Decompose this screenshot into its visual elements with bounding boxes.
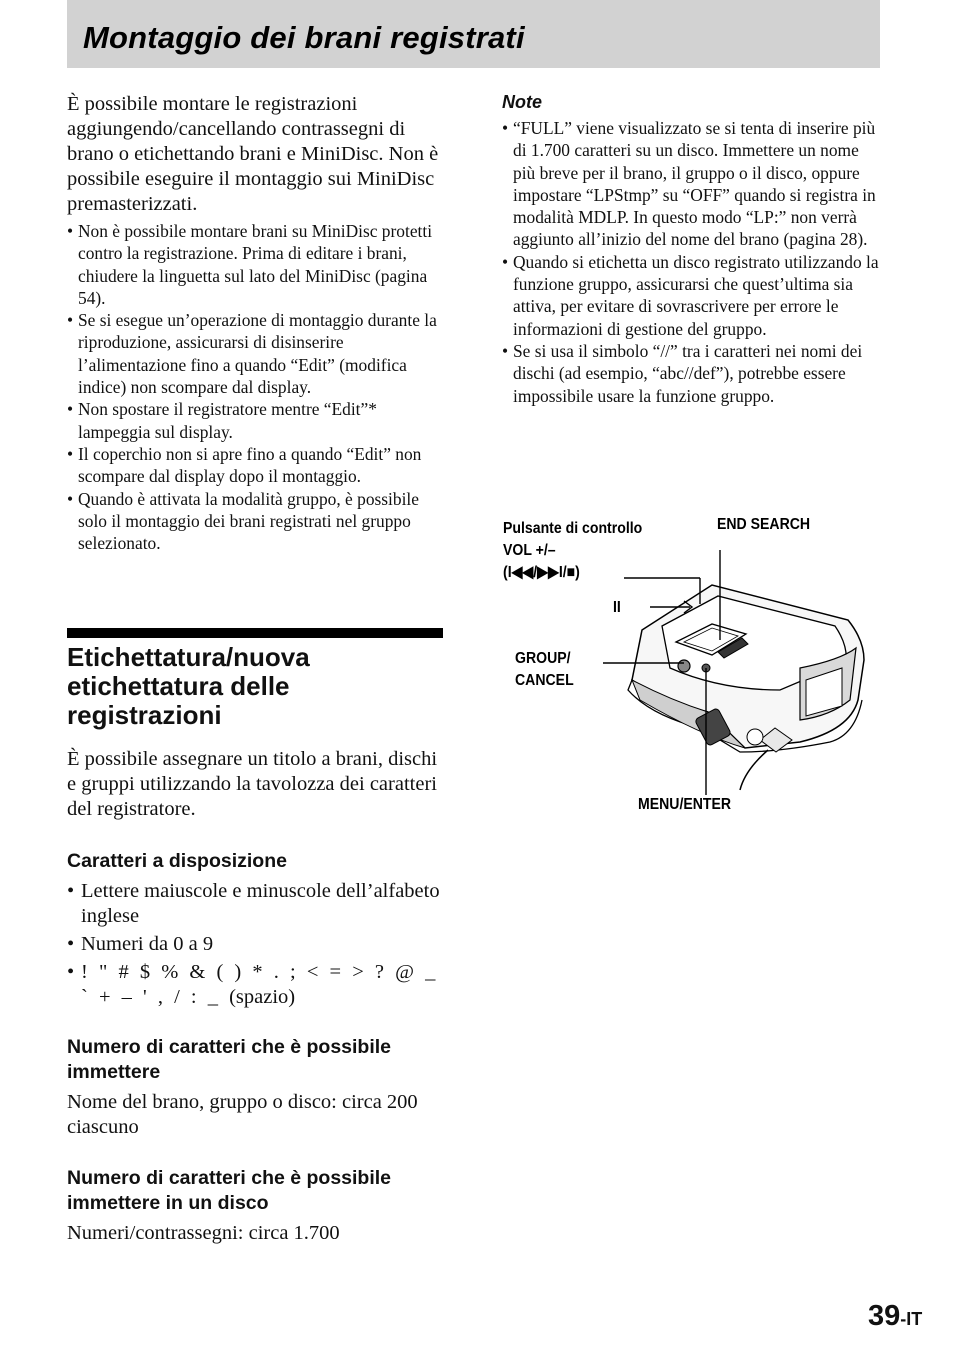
section-title: Etichettatura/nuova etichettatura delle registrazioni [67, 642, 310, 730]
label-end-search: END SEARCH [717, 516, 811, 533]
page-number-value: 39 [868, 1300, 901, 1332]
label-control-line3: (I◀◀/▶▶I/■) [503, 564, 580, 581]
list-item: • Quando è attivata la modalità gruppo, è possibile solo il montaggio dei brani registrati nel gruppo selezionato. [67, 488, 443, 555]
list-item: • Se si esegue un’operazione di montaggio durante la riproduzione, assicurarsi di disinserire l’alimentazione fino a quando “Edit” (modifica indice) non scompare dal display. [67, 309, 443, 398]
char-count-text: Nome del brano, gruppo o disco: circa 200 ciascuno [67, 1091, 418, 1138]
label-group-line1: GROUP/ [515, 650, 571, 667]
section-intro: È possibile assegnare un titolo a brani, dischi e gruppi utilizzando la tavolozza dei caratteri del registratore. [67, 748, 438, 820]
list-item: • Numeri da 0 a 9 [67, 932, 443, 957]
list-item: • Quando si etichetta un disco registrato utilizzando la funzione gruppo, assicurarsi che quest’ultima sia attiva, per evitare di sovrascrivere per errore le informazioni di gestione del gruppo. [502, 251, 882, 340]
subheading-char-count: Numero di caratteri che è possibile immettere [67, 1036, 392, 1083]
list-item: • Il coperchio non si apre fino a quando “Edit” non scompare dal display dopo il montaggio. [67, 443, 443, 488]
list-item: • Non spostare il registratore mentre “Edit”* lampeggia sul display. [67, 398, 443, 443]
subheading-disc-char-count: Numero di caratteri che è possibile immettere in un disco [67, 1167, 392, 1214]
label-group-cancel [515, 648, 574, 692]
list-item: • “FULL” viene visualizzato se si tenta di inserire più di 1.700 caratteri su un disco. Immettere un nome più breve per il brano, il gruppo o il disco, oppure impostare “LPStmp” su “OFF” quando si registra in modalità MDLP. In questo modo “LP:” non verrà aggiunto all’inizio del nome del brano (pagina 28). [502, 117, 882, 251]
label-group-line2: CANCEL [515, 672, 574, 689]
page-number-suffix: -IT [900, 1309, 923, 1329]
intro-paragraph: È possibile montare le registrazioni aggiungendo/cancellando contrassegni di brano o etichettando brani e MiniDisc. Non è possibile eseguire il montaggio sui MiniDisc premasterizzati. [67, 93, 439, 215]
page-number [868, 1300, 922, 1333]
label-control-button [503, 518, 642, 584]
disc-char-count-text: Numeri/contrassegni: circa 1.700 [67, 1222, 340, 1244]
subheading-characters: Caratteri a disposizione [67, 850, 287, 872]
label-control-line1: Pulsante di controllo [503, 520, 643, 537]
list-item: • ! " # $ % & ( ) * . ; < = > ? @ _ ` + – ' , / : _ (spazio) [67, 960, 443, 1010]
label-control-line2: VOL +/– [503, 542, 556, 559]
list-item: • Non è possibile montare brani su MiniDisc protetti contro la registrazione. Prima di editare i brani, chiudere la linguetta sul lato del MiniDisc (pagina 54). [67, 220, 443, 309]
label-menu-enter: MENU/ENTER [638, 796, 732, 813]
label-pause: II [613, 599, 621, 616]
page-title: Montaggio dei brani registrati [83, 20, 525, 55]
list-item: • Lettere maiuscole e minuscole dell’alfabeto inglese [67, 879, 443, 929]
list-item: • Se si usa il simbolo “//” tra i caratteri nei nomi dei dischi (ad esempio, “abc//def”), potrebbe essere impossibile usare la funzione gruppo. [502, 340, 882, 407]
note-title: Note [502, 92, 542, 112]
